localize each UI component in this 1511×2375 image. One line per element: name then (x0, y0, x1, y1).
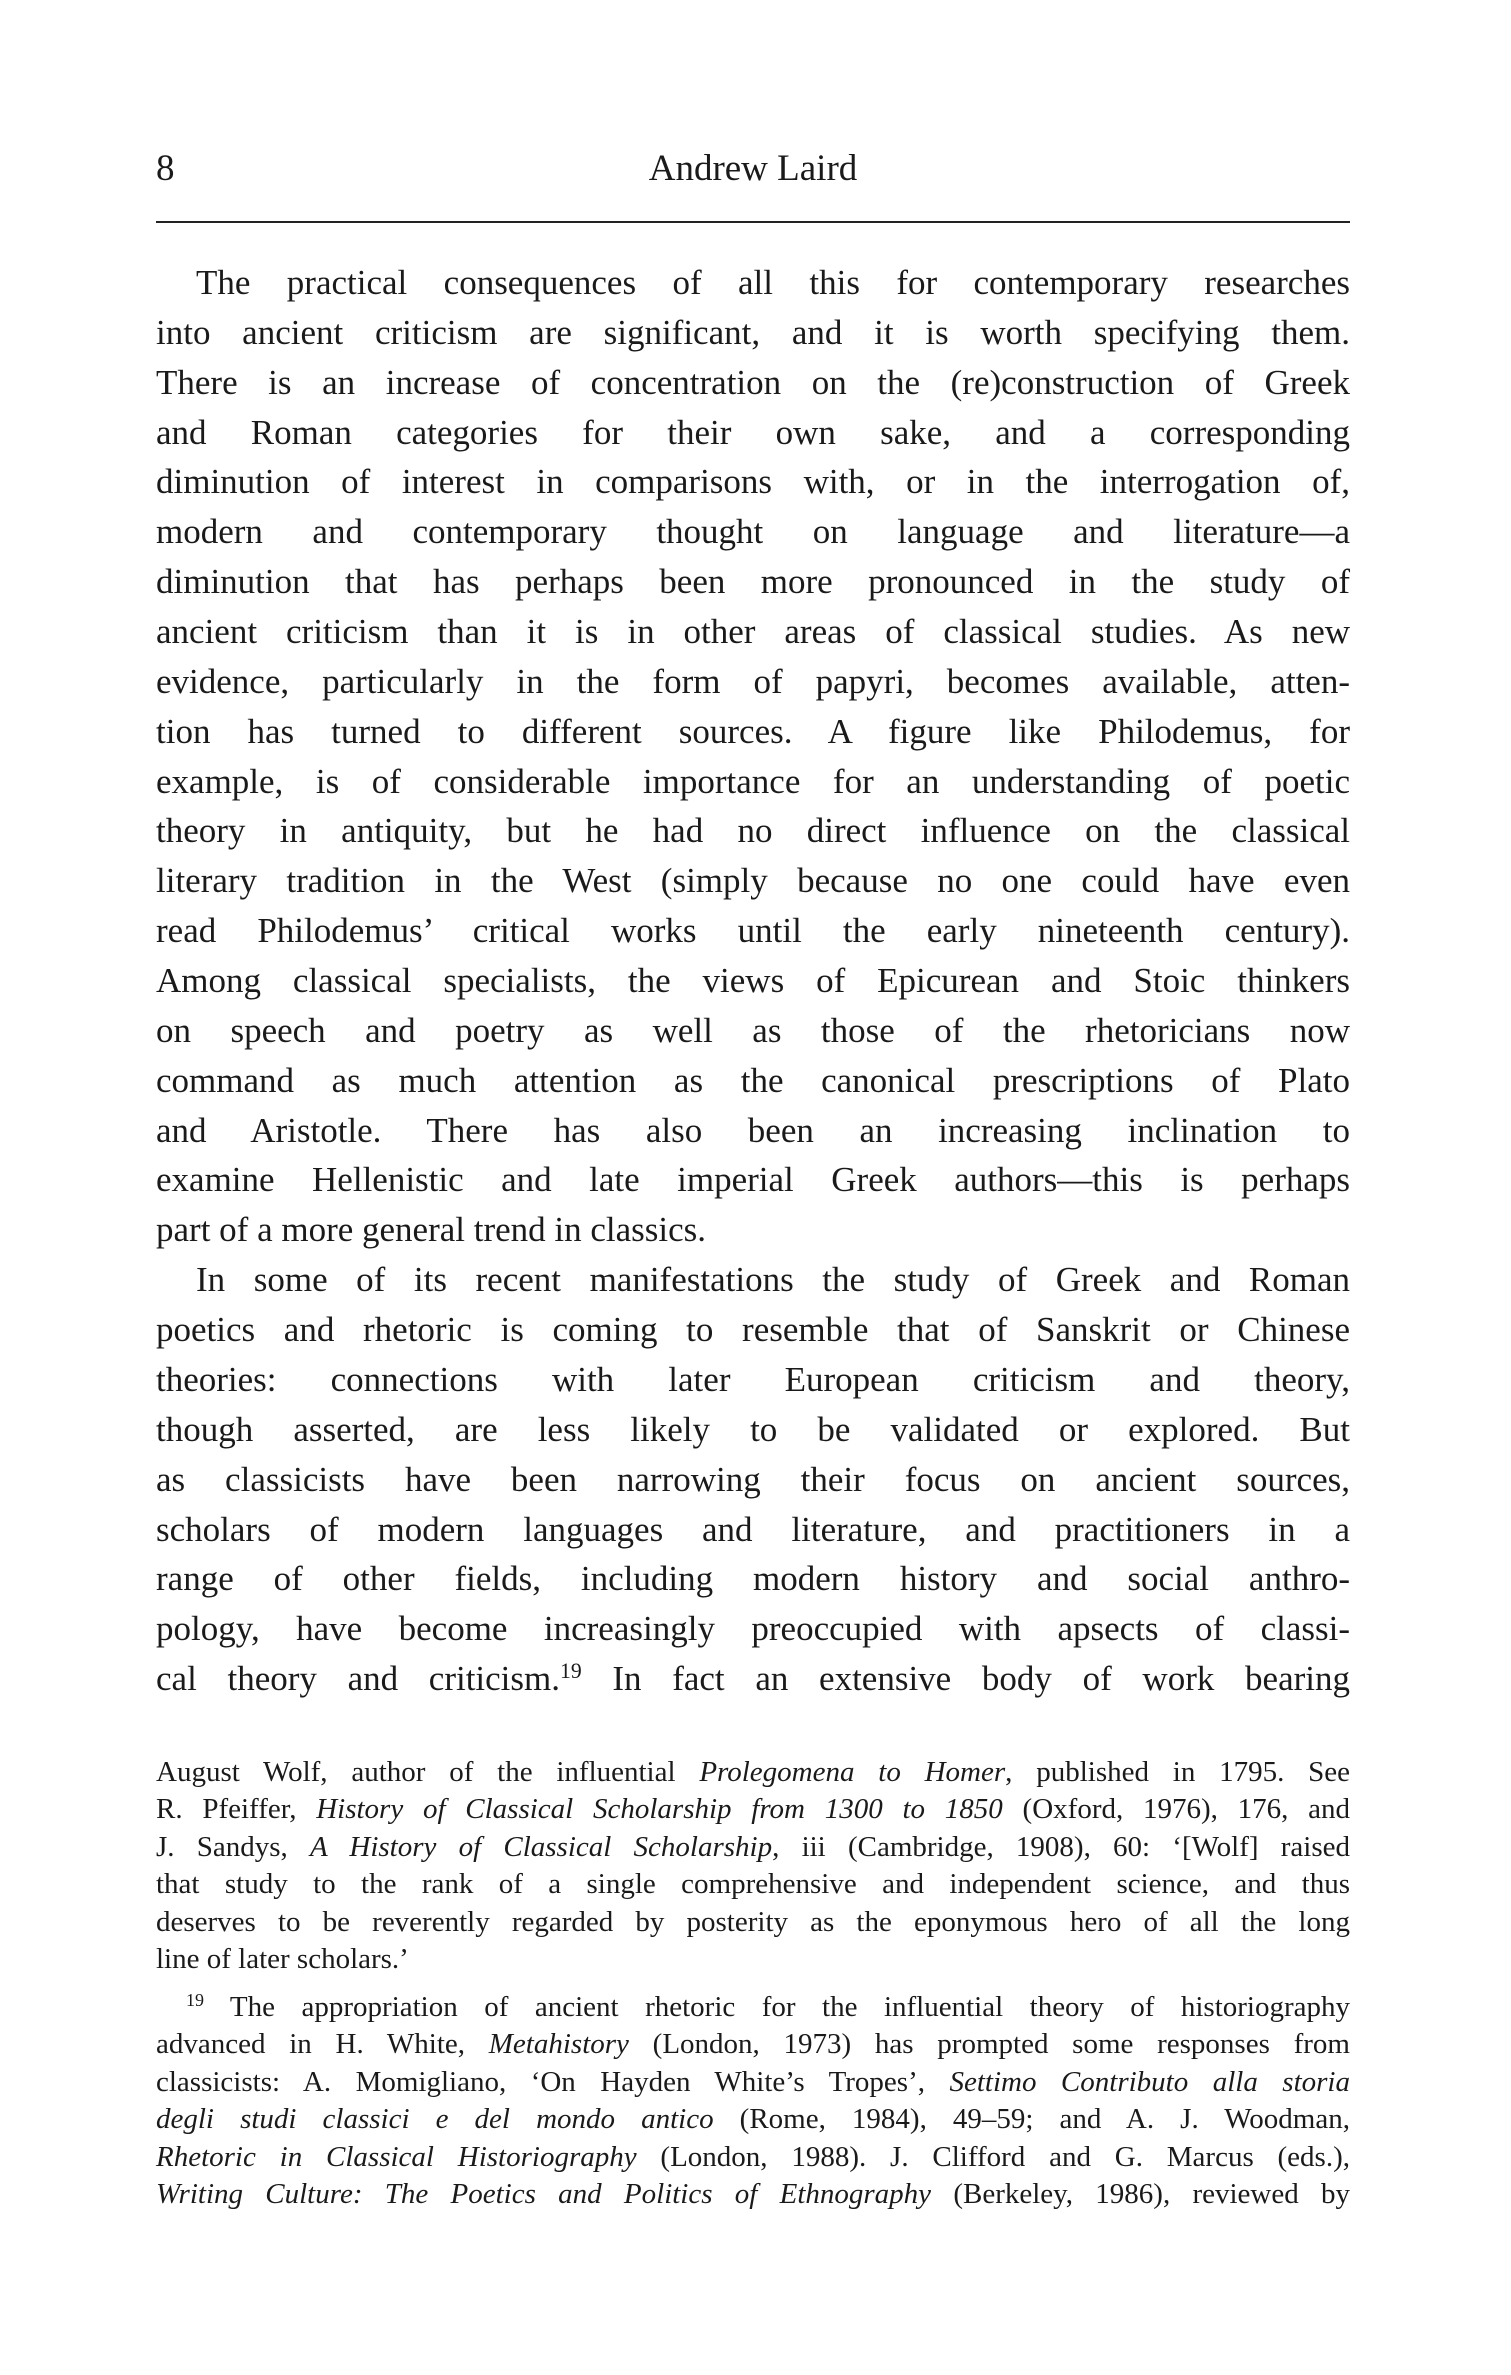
italic-text: Rhetoric in Classical Historiography (156, 2140, 637, 2173)
italic-text: A History of Classical Scholarship (310, 1830, 773, 1863)
body-line (156, 1654, 1350, 1704)
body-line (156, 1604, 1350, 1654)
text-run: In fact an extensive body of work bearing (581, 1659, 1350, 1699)
text-run: (Rome, 1984), 49–59; and A. J. Woodman, (713, 2103, 1350, 2136)
text-run: , published in 1795. See (1005, 1756, 1350, 1788)
body-line (156, 1355, 1350, 1405)
text-run: (Berkeley, 1986), reviewed by (931, 2178, 1351, 2210)
footnote-line (156, 2026, 1350, 2063)
text-run: (London, 1973) has prompted some responses from (628, 2028, 1350, 2061)
text-run: (London, 1988). J. Clifford and G. Marcus (eds.), (636, 2140, 1350, 2173)
italic-text: Prolegomena to Homer (699, 1756, 1006, 1788)
text-run: theory in antiquity, but he had no direct influence on the classical (156, 811, 1350, 851)
text-run: that study to the rank of a single comprehensive and independent science, and thus (156, 1868, 1350, 1901)
text-run: (Oxford, 1976), 176, and (1002, 1793, 1351, 1826)
text-run: examine Hellenistic and late imperial Greek authors—this is perhaps (156, 1160, 1350, 1200)
text-run: The appropriation of ancient rhetoric for the influential theory of historiography (203, 1991, 1350, 2023)
page-number: 8 (156, 148, 175, 189)
body-line (156, 308, 1350, 358)
footnote-line (156, 2176, 1350, 2213)
text-run: theories: connections with later European criticism and theory, (156, 1359, 1350, 1399)
footnote-line (156, 1904, 1350, 1941)
body-line (156, 1305, 1350, 1355)
body-line (156, 856, 1350, 906)
body-line (156, 1205, 1350, 1255)
footnote-ref: 19 (560, 1659, 582, 1684)
text-run: on speech and poetry as well as those of the rhetoricians now (156, 1010, 1350, 1050)
text-run: classicists: A. Momigliano, ‘On Hayden White’s Tropes’, (156, 2065, 950, 2098)
body-line (156, 607, 1350, 657)
body-line (156, 1006, 1350, 1056)
text-run: command as much attention as the canonical prescriptions of Plato (156, 1060, 1350, 1100)
body-line (156, 956, 1350, 1006)
body-line (156, 1505, 1350, 1555)
body-line (156, 557, 1350, 607)
body-line (156, 1554, 1350, 1604)
text-run: as classicists have been narrowing their focus on ancient sources, (156, 1459, 1350, 1499)
body-line (156, 1155, 1350, 1205)
body-line (156, 358, 1350, 408)
footnote-line (156, 2101, 1350, 2138)
text-run: part of a more general trend in classics. (156, 1210, 707, 1250)
text-run: In some of its recent manifestations the study of Greek and Roman (196, 1260, 1350, 1300)
italic-text: degli studi classici e del mondo antico (156, 2103, 714, 2136)
footnote-ref: 19 (186, 1990, 204, 2011)
body-line (156, 657, 1350, 707)
text-run: read Philodemus’ critical works until the early nineteenth century). (156, 911, 1350, 951)
text-run: There is an increase of concentration on the (re)construction of Greek (156, 362, 1350, 402)
text-run: ancient criticism than it is in other areas of classical studies. As new (156, 612, 1350, 652)
text-run: modern and contemporary thought on language and literature—a (156, 512, 1350, 552)
text-run: deserves to be reverently regarded by posterity as the eponymous hero of all the long (156, 1905, 1350, 1938)
body-line (156, 408, 1350, 458)
italic-text: Metahistory (488, 2028, 629, 2061)
italic-text: History of Classical Scholarship from 1300 to 1850 (316, 1793, 1003, 1826)
footnote-line (156, 1829, 1350, 1866)
text-run: range of other fields, including modern history and social anthro- (156, 1559, 1350, 1599)
text-run: pology, have become increasingly preoccupied with apsects of classi- (156, 1609, 1350, 1649)
body-line (156, 1056, 1350, 1106)
italic-text: Settimo Contributo alla storia (949, 2065, 1350, 2098)
footnote-line (156, 2139, 1350, 2176)
text-run: J. Sandys, (156, 1830, 310, 1863)
text-run: , iii (Cambridge, 1908), 60: ‘[Wolf] raised (772, 1830, 1350, 1863)
body-line (156, 707, 1350, 757)
text-run: line of later scholars.’ (156, 1943, 409, 1975)
text-run: diminution that has perhaps been more pronounced in the study of (156, 562, 1350, 602)
header-rule (156, 221, 1350, 223)
footnote-line (156, 1754, 1350, 1791)
footnote-line (156, 1791, 1350, 1828)
body-line (156, 1106, 1350, 1156)
text-run: Among classical specialists, the views of Epicurean and Stoic thinkers (156, 961, 1350, 1001)
text-run: and Roman categories for their own sake, and a corresponding (156, 412, 1350, 452)
text-run: advanced in H. White, (156, 2028, 489, 2061)
body-line (156, 906, 1350, 956)
text-run: poetics and rhetoric is coming to resemble that of Sanskrit or Chinese (156, 1310, 1350, 1350)
text-run: cal theory and criticism. (156, 1659, 560, 1699)
text-run: The practical consequences of all this for contemporary researches (196, 263, 1350, 302)
footnote-line (156, 2064, 1350, 2101)
text-run: diminution of interest in comparisons with, or in the interrogation of, (156, 462, 1350, 502)
running-head: Andrew Laird (648, 148, 858, 189)
text-run: example, is of considerable importance for an understanding of poetic (156, 761, 1350, 801)
text-run: August Wolf, author of the influential (156, 1756, 700, 1788)
body-line (156, 757, 1350, 807)
text-run: and Aristotle. There has also been an increasing inclination to (156, 1110, 1350, 1150)
body-line (156, 457, 1350, 507)
text-run: tion has turned to different sources. A figure like Philodemus, for (156, 711, 1350, 751)
body-line (156, 258, 1350, 308)
footnote-line (156, 1866, 1350, 1903)
text-run: literary tradition in the West (simply because no one could have even (156, 861, 1350, 901)
body-line (156, 1455, 1350, 1505)
italic-text: Writing Culture: The Poetics and Politics of Ethnography (156, 2178, 932, 2210)
body-line (156, 806, 1350, 856)
footnote-line (156, 1989, 1350, 2026)
body-line (156, 507, 1350, 557)
text-run: into ancient criticism are significant, and it is worth specifying them. (156, 312, 1350, 352)
text-run: R. Pfeiffer, (156, 1793, 317, 1826)
text-run: scholars of modern languages and literature, and practitioners in a (156, 1509, 1350, 1549)
body-line (156, 1405, 1350, 1455)
text-run: though asserted, are less likely to be validated or explored. But (156, 1409, 1350, 1449)
body-line (156, 1255, 1350, 1305)
text-run: evidence, particularly in the form of papyri, becomes available, atten- (156, 661, 1350, 701)
footnote-line (156, 1941, 1350, 1978)
